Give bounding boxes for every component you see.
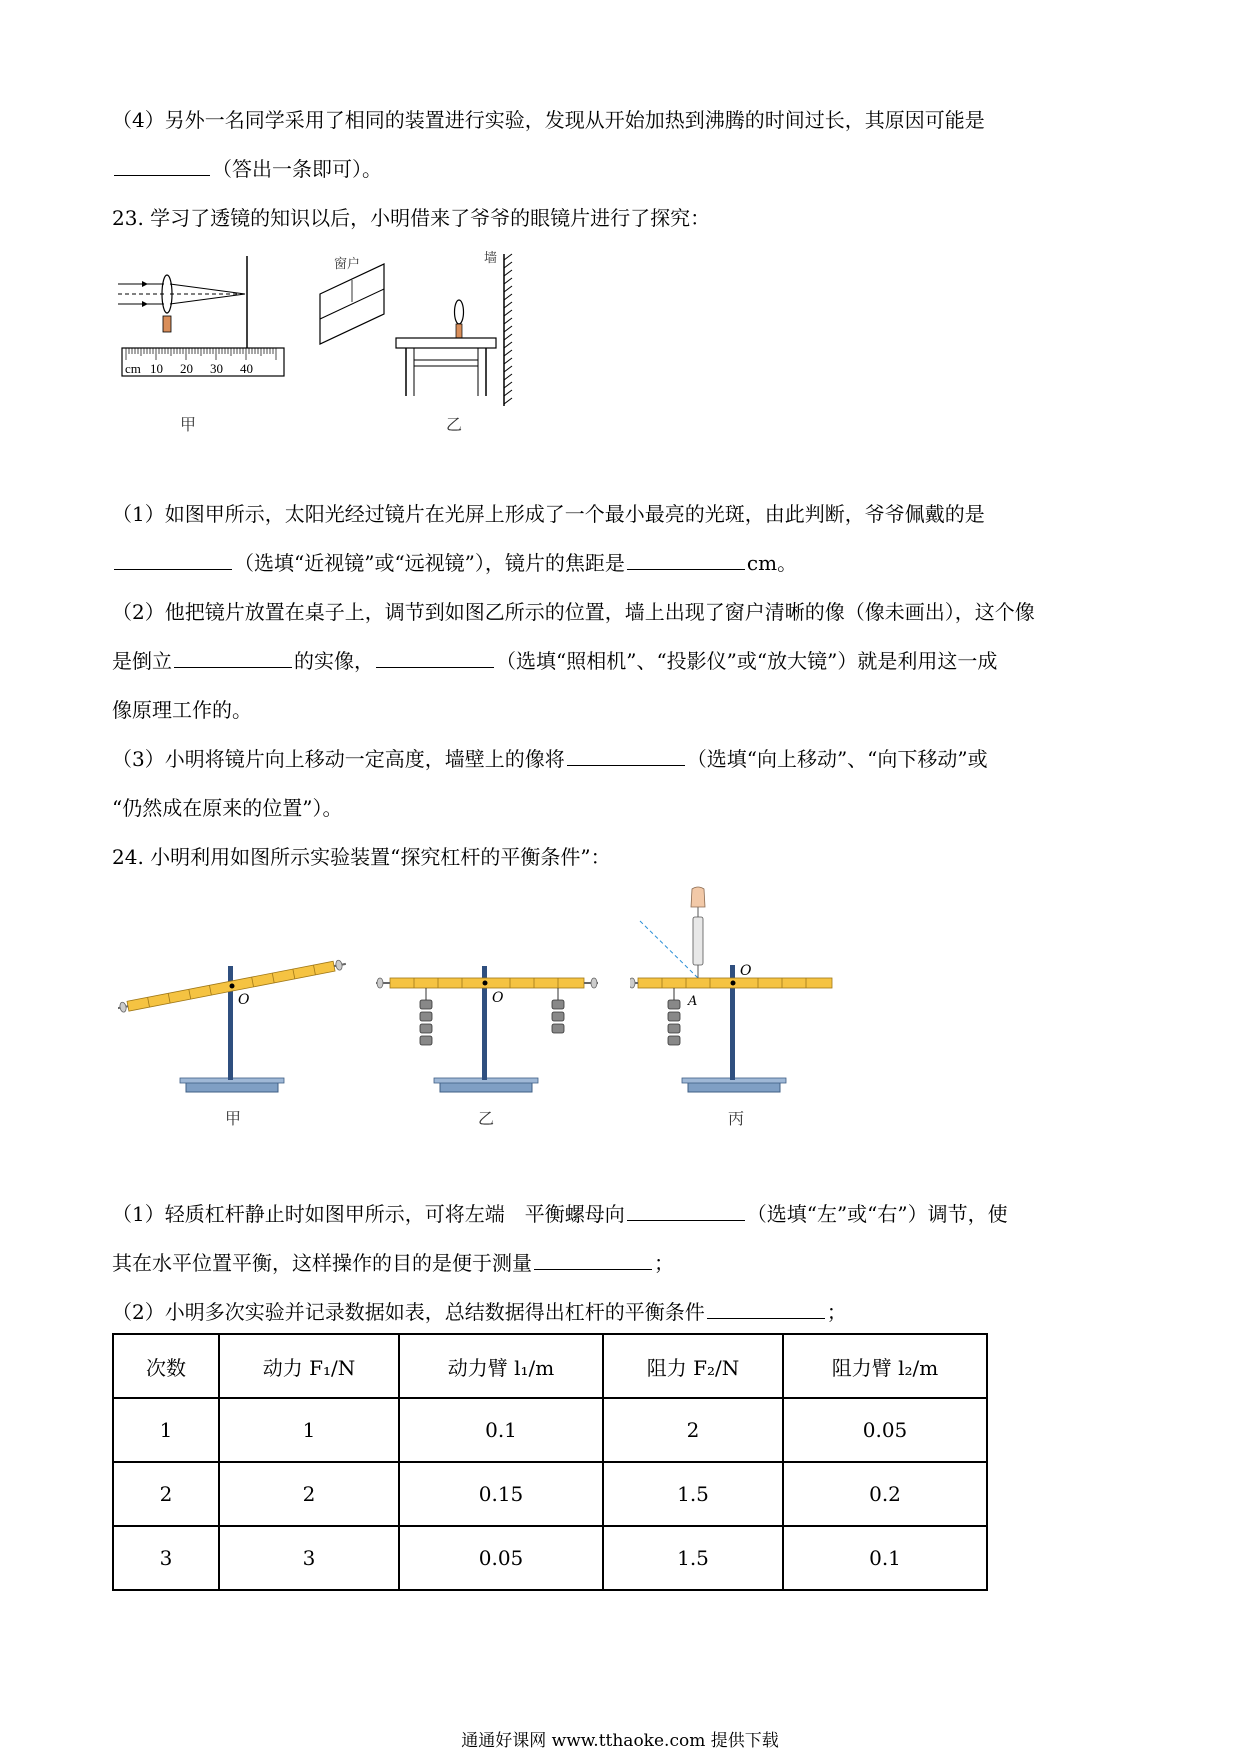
q24-p1-line2-b: ； (654, 1251, 674, 1275)
q23-title: 23. 学习了透镜的知识以后，小明借来了爷爷的眼镜片进行了探究： (112, 206, 711, 230)
q23-p1-line2 (112, 551, 797, 575)
q23-p1-line1: （1）如图甲所示，太阳光经过镜片在光屏上形成了一个最小最亮的光斑，由此判断，爷爷佩戴的是 (112, 502, 985, 526)
table-header: 阻力臂 l₂/m (783, 1334, 987, 1398)
table-cell: 0.05 (783, 1398, 987, 1462)
q24-p1-line2 (112, 1251, 674, 1275)
q23-p1-line2-end: cm。 (746, 551, 798, 575)
ruler-tick-30: 30 (210, 361, 223, 376)
table-cell: 1.5 (603, 1526, 783, 1590)
q23-figure-jia-lens-ruler (112, 250, 292, 380)
table-row (113, 1462, 987, 1526)
q23-figure-jia-caption: 甲 (180, 415, 197, 434)
table-row (113, 1526, 987, 1590)
q24-p2-line1 (112, 1300, 847, 1324)
answer-blank-image-move[interactable] (567, 747, 685, 766)
q23-p2-line1: （2）他把镜片放置在桌子上，调节到如图乙所示的位置，墙上出现了窗户清晰的像（像未画出），这个像 (112, 600, 1035, 624)
q24-p2-line1-a: （2）小明多次实验并记录数据如表，总结数据得出杠杆的平衡条件 (112, 1300, 705, 1324)
table-header: 次数 (113, 1334, 219, 1398)
table-cell: 0.1 (783, 1526, 987, 1590)
table-cell: 1 (113, 1398, 219, 1462)
table-cell: 0.2 (783, 1462, 987, 1526)
page-footer: 通通好课网 www.tthaoke.com 提供下载 (461, 1731, 779, 1751)
answer-blank-purpose[interactable] (534, 1251, 652, 1270)
ruler-unit: cm (125, 361, 141, 376)
q24-p1-line1 (112, 1202, 1008, 1226)
q24-figure-yi-caption: 乙 (478, 1109, 495, 1128)
q23-figure-yi-window-table-wall (316, 250, 526, 410)
q23-p3-line1 (112, 747, 988, 771)
table-header: 阻力 F₂/N (603, 1334, 783, 1398)
q24-figure-jia-tilted-lever (118, 940, 348, 1100)
q24-title: 24. 小明利用如图所示实验装置“探究杠杆的平衡条件”： (112, 845, 611, 869)
pivot-label-o: O (740, 963, 752, 979)
answer-blank-condition[interactable] (707, 1300, 825, 1319)
q23-p2-line2-a: 是倒立 (112, 649, 172, 673)
wall-label: 墙 (484, 251, 498, 266)
q23-p2-line2-b: 的实像， (294, 649, 374, 673)
ruler-tick-10: 10 (150, 361, 163, 376)
q24-p2-line1-b: ； (826, 1300, 847, 1324)
answer-blank[interactable] (114, 157, 210, 176)
table-row (113, 1398, 987, 1462)
answer-blank-direction[interactable] (627, 1202, 745, 1221)
q23-p1-line2-mid: （选填“近视镜”或“远视镜”），镜片的焦距是 (234, 551, 625, 575)
table-cell: 3 (113, 1526, 219, 1590)
q23-p2-line3: 像原理工作的。 (112, 698, 252, 722)
q22-4-line2-text: （答出一条即可）。 (212, 157, 382, 181)
q24-p1-line1-b: （选填“左”或“右”）调节，使 (746, 1202, 1008, 1226)
table-cell: 1.5 (603, 1462, 783, 1526)
table-cell: 0.1 (399, 1398, 603, 1462)
q23-figure-yi-caption: 乙 (446, 415, 463, 434)
pivot-label-o: O (238, 992, 250, 1008)
lever-data-table (112, 1333, 988, 1591)
q24-figure-bing-caption: 丙 (728, 1109, 745, 1128)
q23-p2-line2-c: （选填“照相机”、“投影仪”或“放大镜”）就是利用这一成 (496, 649, 998, 673)
table-cell: 2 (219, 1462, 399, 1526)
q23-p3-line2: “仍然成在原来的位置”）。 (112, 796, 343, 820)
table-cell: 0.05 (399, 1526, 603, 1590)
answer-blank-image-size[interactable] (174, 649, 292, 668)
table-cell: 1 (219, 1398, 399, 1462)
point-label-a: A (688, 994, 698, 1009)
window-label: 窗户 (334, 257, 361, 272)
table-cell: 2 (113, 1462, 219, 1526)
q22-4-line2 (112, 157, 382, 181)
q24-p1-line2-a: 其在水平位置平衡，这样操作的目的是便于测量 (112, 1251, 532, 1275)
answer-blank-focal-length[interactable] (627, 551, 745, 570)
table-header: 动力 F₁/N (219, 1334, 399, 1398)
q23-p2-line2 (112, 649, 997, 673)
q23-p3-line1-a: （3）小明将镜片向上移动一定高度，墙壁上的像将 (112, 747, 565, 771)
q24-p1-line1-a: （1）轻质杠杆静止时如图甲所示，可将左端 平衡螺母向 (112, 1202, 625, 1226)
table-header: 动力臂 l₁/m (399, 1334, 603, 1398)
pivot-label-o: O (492, 990, 504, 1006)
ruler-tick-40: 40 (240, 361, 253, 376)
answer-blank-device[interactable] (376, 649, 494, 668)
q24-figure-bing-spring-scale-lever (630, 885, 840, 1100)
ruler-tick-20: 20 (180, 361, 193, 376)
q24-figure-jia-caption: 甲 (225, 1109, 242, 1128)
table-header-row (113, 1334, 987, 1398)
q23-p3-line1-b: （选填“向上移动”、“向下移动”或 (686, 747, 988, 771)
q22-4-line1: （4）另外一名同学采用了相同的装置进行实验，发现从开始加热到沸腾的时间过长，其原因可能是 (112, 108, 985, 132)
answer-blank-lens-type[interactable] (114, 551, 232, 570)
q24-figure-yi-balanced-lever (372, 960, 602, 1100)
table-cell: 0.15 (399, 1462, 603, 1526)
table-cell: 3 (219, 1526, 399, 1590)
table-cell: 2 (603, 1398, 783, 1462)
